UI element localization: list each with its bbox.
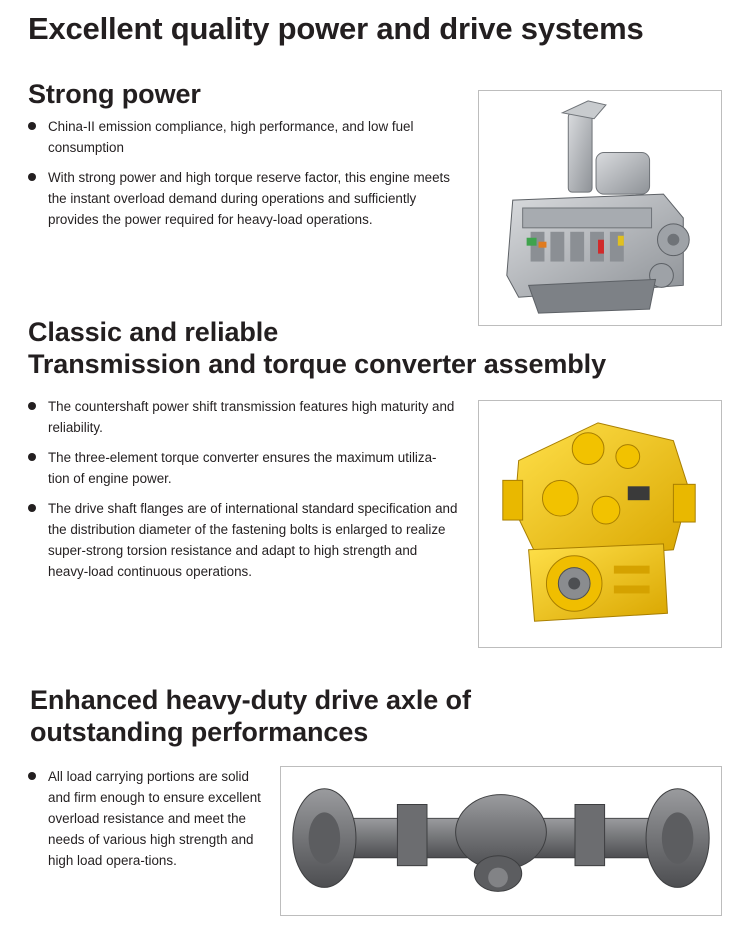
bullet-list-transmission [28, 396, 458, 591]
engine-image-frame [478, 90, 722, 326]
list-item: The three-element torque converter ensures the maximum utiliza-tion of engine power. [28, 447, 458, 489]
drive-axle-image-frame [280, 766, 722, 916]
section-heading-drive-axle: Enhanced heavy-duty drive axle of outstanding performances [30, 685, 471, 747]
page-title: Excellent quality power and drive systems [28, 11, 644, 46]
drive-axle-image [281, 767, 721, 915]
bullet-list-drive-axle [28, 766, 264, 880]
list-item: China-II emission compliance, high performance, and low fuel consumption [28, 116, 468, 158]
list-item: The drive shaft flanges are of international standard specification and the distribution diameter of the fastening bolts is enlarged to realize super-strong torsion resistance and adapt to high strength and heavy-load continuous operations. [28, 498, 458, 582]
transmission-image-frame [478, 400, 722, 648]
list-item: All load carrying portions are solid and firm enough to ensure excellent overload resistance and meet the needs of various high strength and high load opera-tions. [28, 766, 264, 871]
list-item: The countershaft power shift transmission features high maturity and reliability. [28, 396, 458, 438]
transmission-image [479, 401, 721, 647]
section-heading-strong-power: Strong power [28, 79, 201, 109]
section-heading-transmission: Classic and reliable Transmission and torque converter assembly [28, 317, 607, 379]
engine-image [479, 91, 721, 325]
bullet-list-strong-power [28, 116, 468, 239]
list-item: With strong power and high torque reserve factor, this engine meets the instant overload demand during operations and sufficiently provides the power required for heavy-load operations. [28, 167, 468, 230]
